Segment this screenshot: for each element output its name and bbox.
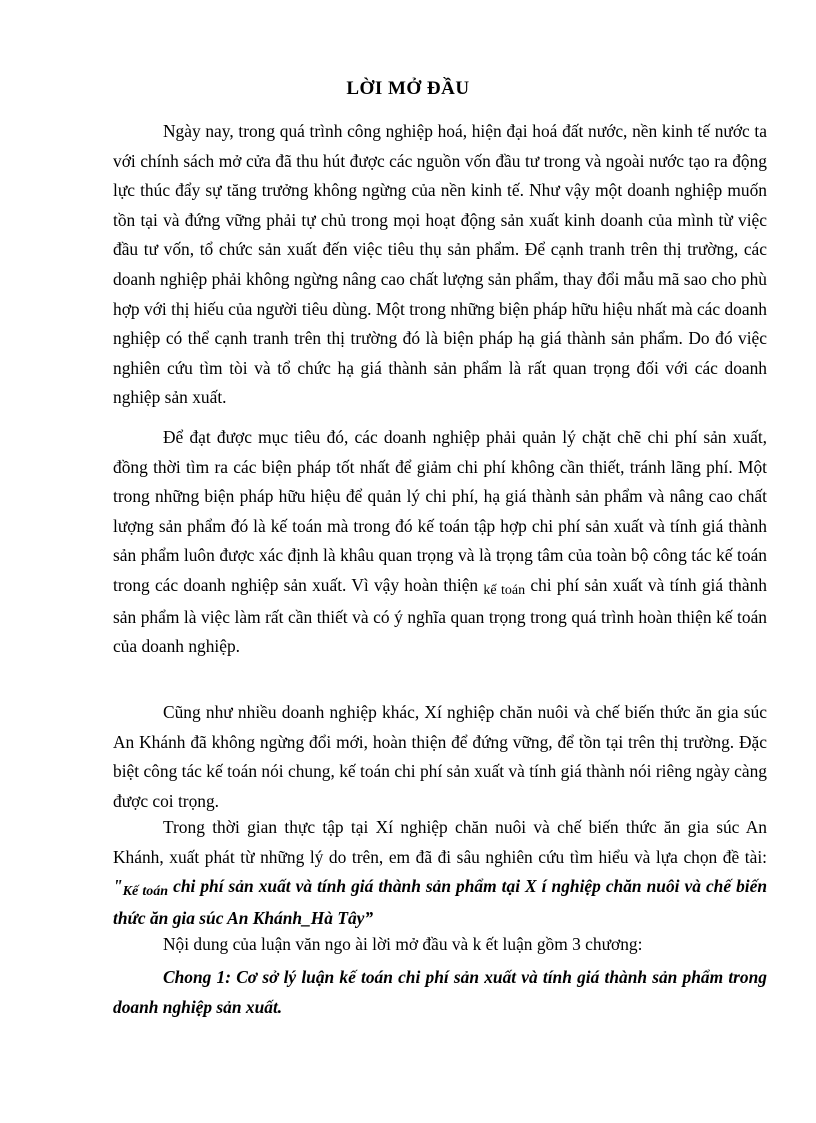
paragraph-introduction: Ngày nay, trong quá trình công nghiệp hoá, hiện đại hoá đất nước, nền kinh tế nước ta với chính sách mở cửa đã thu hút được các nguồn vốn đầu tư trong và ngoài nước tạo ra động lực thúc đẩy sự tăng trưởng không ngừng của nền kinh tế. Như vậy một doanh nghiệp muốn tồn tại và đứng vững phải tự chủ trong mọi hoạt động sản xuất kinh doanh của mình từ việc đầu tư vốn, tổ chức sản xuất đến việc tiêu thụ sản phẩm. Để cạnh tranh trên thị trường, các doanh nghiệp phải không ngừng nâng cao chất lượng sản phẩm, thay đổi mẫu mã sao cho phù hợp với thị hiếu của người tiêu dùng. Một trong những biện pháp hữu hiệu nhất mà các doanh nghiệp có thể cạnh tranh trên thị trường đó là biện pháp hạ giá thành sản phẩm. Do đó việc nghiên cứu tìm tòi và tổ chức hạ giá thành sản phẩm là rất quan trọng đối với các doanh nghiệp sản xuất. [113, 121, 767, 408]
topic-title: chi phí sản xuất và tính giá thành sản phẩm tại X í nghiệp chăn nuôi và chế biến thức ăn gia súc An Khánh_Hà Tây” [113, 876, 767, 928]
chapter-1-heading: Chong 1: Cơ sở lý luận kế toán chi phí sản xuất và tính giá thành sản phẩm trong doanh nghiệp sản xuất. [113, 967, 767, 1017]
inline-small-text: kế toán [483, 582, 526, 598]
paragraph-company: Cũng như nhiều doanh nghiệp khác, Xí nghiệp chăn nuôi và chế biến thức ăn gia súc An Khánh đã không ngừng đổi mới, hoàn thiện để đứng vững, để tồn tại trên thị trường. Đặc biệt công tác kế toán nói chung, kế toán chi phí sản xuất và tính giá thành nói riêng ngày càng được coi trọng. [113, 702, 767, 811]
paragraph-objectives [113, 423, 767, 662]
page-title: LỜI MỞ ĐẦU [346, 78, 470, 99]
paragraph-topic [113, 813, 767, 933]
paragraph-content-outline: Nội dung của luận văn ngo ài lời mở đầu và k ết luận gồm 3 chương: [163, 934, 643, 954]
paragraph-objectives-continuation: chi phí sản xuất và tính giá thành sản phẩm là việc làm rất cần thiết và có ý nghĩa quan trọng trong quá trình hoàn thiện kế toán của doanh nghiệp. [113, 574, 767, 657]
topic-small-text: Kế toán [122, 884, 169, 900]
paragraph-topic-text: Trong thời gian thực tập tại Xí nghiệp chăn nuôi và chế biến thức ăn gia súc An Khánh, xuất phát từ những lý do trên, em đã đi sâu nghiên cứu tìm hiểu và lựa chọn đề tài: [113, 817, 767, 867]
topic-quote-mark: " [113, 876, 123, 897]
paragraph-objectives-text: Để đạt được mục tiêu đó, các doanh nghiệp phải quản lý chặt chẽ chi phí sản xuất, đồng thời tìm ra các biện pháp tốt nhất để giảm chi phí không cần thiết, tránh lãng phí. Một trong những biện pháp hữu hiệu để quản lý chi phí, hạ giá thành sản phẩm và nâng cao chất lượng sản phẩm đó là kế toán mà trong đó kế toán tập hợp chi phí sản xuất và tính giá thành sản phẩm luôn được xác định là khâu quan trọng và là trọng tâm của toàn bộ công tác kế toán trong các doanh nghiệp sản xuất. Vì vậy hoàn thiện [113, 427, 767, 595]
